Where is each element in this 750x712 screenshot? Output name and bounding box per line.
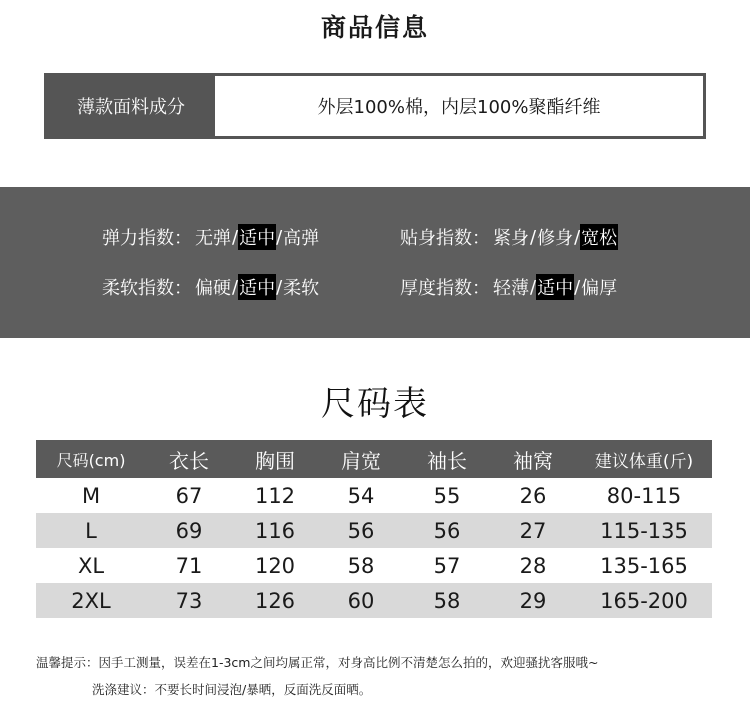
table-cell: XL [77, 553, 105, 578]
table-cell: 54 [347, 483, 375, 508]
table-cell: 135-165 [600, 553, 688, 578]
table-cell: 56 [318, 513, 404, 548]
fit-index: 贴身指数： 紧身 / 修身 / 宽松 [400, 224, 618, 250]
table-cell: 120 [254, 553, 296, 578]
table-cell: 112 [254, 483, 296, 508]
table-cell: 126 [232, 583, 318, 618]
fabric-label: 薄款面料成分 [47, 76, 215, 136]
table-row [36, 513, 712, 548]
index-option: 柔软 [283, 278, 320, 299]
table-cell: 69 [146, 513, 232, 548]
table-cell: 116 [232, 513, 318, 548]
index-option-selected: 适中 [536, 274, 574, 300]
table-cell: 27 [490, 513, 576, 548]
table-cell: 73 [146, 583, 232, 618]
wash-advice: 洗涤建议：不要长时间浸泡/暴晒，反面洗反面晒。 [92, 682, 372, 697]
table-cell: 67 [175, 483, 203, 508]
index-option: 修身 [537, 228, 574, 249]
table-header-row [36, 440, 712, 478]
index-option-selected: 适中 [238, 274, 276, 300]
size-chart-title: 尺码表 [321, 384, 429, 424]
index-option: 偏厚 [581, 278, 618, 299]
header-length: 衣长 [146, 440, 232, 478]
table-cell: 58 [347, 553, 375, 578]
fabric-value: 外层100%棉，内层100%聚酯纤维 [215, 76, 703, 136]
table-cell: 80-115 [606, 483, 682, 508]
index-option-selected: 适中 [238, 224, 276, 250]
header-size: 尺码(cm) [36, 440, 146, 478]
table-row [36, 583, 712, 618]
index-option: 轻薄 [493, 278, 529, 299]
index-option-selected: 宽松 [580, 224, 618, 250]
table-cell: 26 [519, 483, 547, 508]
size-table [36, 440, 712, 618]
product-info-title: 商品信息 [320, 13, 429, 42]
table-cell: 60 [318, 583, 404, 618]
index-option: 紧身 [493, 228, 529, 249]
index-option: 高弹 [283, 228, 320, 249]
softness-index: 柔软指数： 偏硬 / 适中 / 柔软 [102, 274, 320, 300]
index-label: 贴身指数： [400, 228, 490, 249]
table-cell: 115-135 [576, 513, 712, 548]
table-cell: 29 [490, 583, 576, 618]
index-band [0, 187, 750, 338]
table-cell: 55 [433, 483, 461, 508]
measurement-tip: 温馨提示：因手工测量，误差在1-3cm之间均属正常，对身高比例不清楚怎么拍的，欢迎骚扰客服哦~ [36, 655, 599, 670]
table-cell: 57 [433, 553, 461, 578]
header-weight: 建议体重(斤) [576, 440, 712, 478]
index-option: 无弹 [195, 228, 231, 249]
table-cell: 71 [175, 553, 203, 578]
fabric-composition-box [44, 73, 706, 139]
table-cell: 28 [519, 553, 547, 578]
index-option: 偏硬 [195, 278, 231, 299]
table-cell: L [36, 513, 146, 548]
elasticity-index: 弹力指数： 无弹 / 适中 / 高弹 [102, 224, 320, 250]
thickness-index: 厚度指数： 轻薄 / 适中 / 偏厚 [400, 274, 618, 300]
header-chest: 胸围 [232, 440, 318, 478]
notes [36, 649, 726, 703]
header-sleeve: 袖长 [404, 440, 490, 478]
index-label: 柔软指数： [102, 278, 192, 299]
table-cell: 58 [404, 583, 490, 618]
table-row [36, 548, 712, 583]
table-row [36, 478, 712, 513]
header-shoulder: 肩宽 [318, 440, 404, 478]
table-cell: M [81, 483, 101, 508]
table-cell: 56 [404, 513, 490, 548]
header-armhole: 袖窝 [490, 440, 576, 478]
table-cell: 2XL [36, 583, 146, 618]
index-label: 厚度指数： [400, 278, 490, 299]
index-label: 弹力指数： [102, 228, 192, 249]
table-cell: 165-200 [576, 583, 712, 618]
